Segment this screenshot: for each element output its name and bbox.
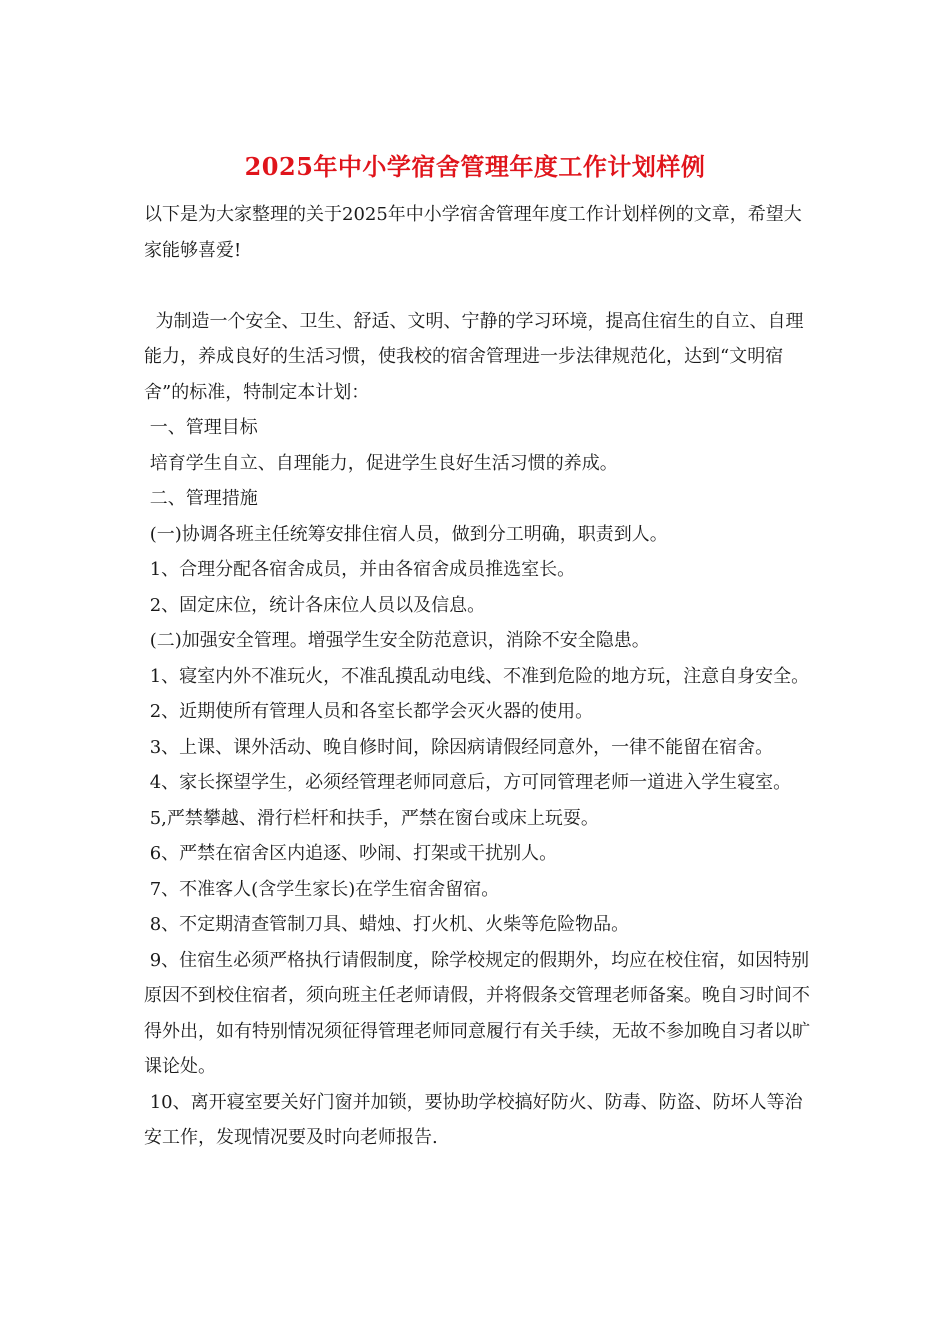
list-item: 4、家长探望学生，必须经管理老师同意后，方可同管理老师一道进入学生寝室。 (144, 772, 792, 793)
section-heading-measures: 二、管理措施 (144, 488, 258, 509)
list-item: 8、不定期清查管制刀具、蜡烛、打火机、火柴等危险物品。 (144, 914, 630, 935)
list-item: 7、不准客人(含学生家长)在学生宿舍留宿。 (144, 878, 500, 900)
document-body (144, 197, 810, 1156)
list-item: 2、近期使所有管理人员和各室长都学会灭火器的使用。 (144, 701, 594, 722)
goals-paragraph: 培育学生自立、自理能力，促进学生良好生活习惯的养成。 (144, 452, 618, 474)
list-item: 1、寝室内外不准玩火，不准乱摸乱动电线、不准到危险的地方玩，注意自身安全。 (144, 665, 810, 687)
section-heading-goals: 一、管理目标 (144, 417, 258, 438)
intro-paragraph: 以下是为大家整理的关于2025年中小学宿舍管理年度工作计划样例的文章，希望大家能够喜爱! (144, 204, 802, 261)
list-item: 5,严禁攀越、滑行栏杆和扶手，严禁在窗台或床上玩耍。 (144, 807, 599, 829)
list-item: 6、严禁在宿舍区内追逐、吵闹、打架或干扰别人。 (144, 843, 558, 864)
list-item: 1、合理分配各宿舍成员，并由各宿舍成员推选室长。 (144, 559, 576, 580)
list-item: 3、上课、课外活动、晚自修时间，除因病请假经同意外，一律不能留在宿舍。 (144, 736, 774, 758)
paragraph-spacer (144, 268, 810, 304)
list-item: 2、固定床位，统计各床位人员以及信息。 (144, 594, 486, 616)
list-item: 10、离开寝室要关好门窗并加锁，要协助学校搞好防火、防毒、防盗、防坏人等治安工作，发现情况要及时向老师报告. (144, 1091, 803, 1148)
list-item: 9、住宿生必须严格执行请假制度，除学校规定的假期外，均应在校住宿，如因特别原因不到校住宿者，须向班主任老师请假，并将假条交管理老师备案。晚自习时间不得外出，如有特别情况须征得管理老师同意履行有关手续，无故不参加晚自习者以旷课论处。 (144, 949, 810, 1077)
measure-group-1-heading: (一)协调各班主任统筹安排住宿人员，做到分工明确，职责到人。 (144, 523, 668, 545)
document-title: 2025年中小学宿舍管理年度工作计划样例 (244, 152, 706, 181)
preamble-paragraph: 为制造一个安全、卫生、舒适、文明、宁静的学习环境，提高住宿生的自立、自理能力，养成良好的生活习惯，使我校的宿舍管理进一步法律规范化，达到“文明宿舍”的标准，特制定本计划： (144, 310, 804, 403)
measure-group-2-heading: (二)加强安全管理。增强学生安全防范意识，消除不安全隐患。 (144, 630, 650, 651)
